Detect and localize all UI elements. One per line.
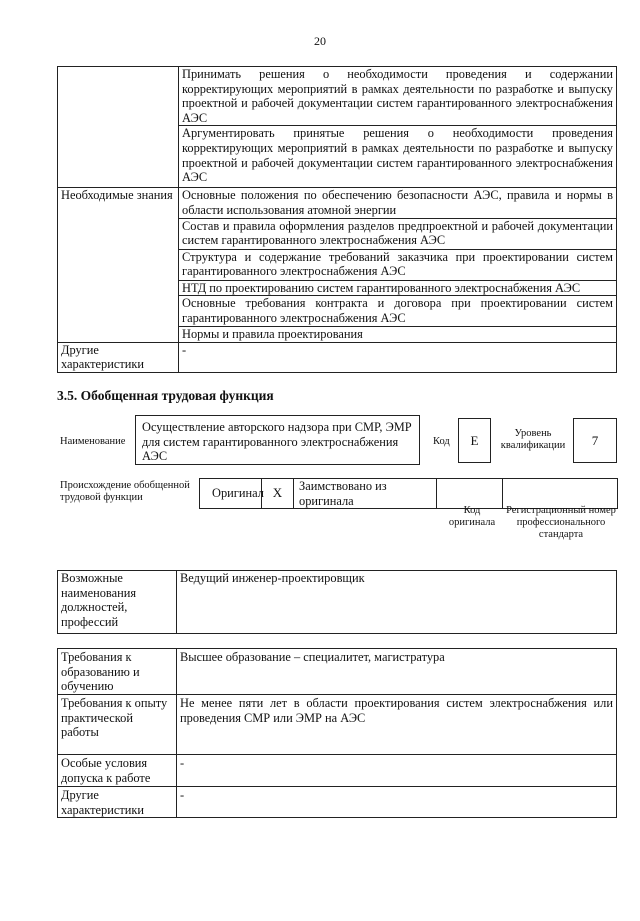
level-box: [573, 418, 617, 463]
borrowed-label: Заимствовано из оригинала: [294, 479, 437, 509]
reg-caption: Регистрационный номер профессионального стандарта: [506, 505, 616, 540]
page-number: 20: [314, 34, 326, 48]
experience-label: Требования к опыту практической работы: [58, 695, 177, 755]
knowledge-cell: Основные требования контракта и договора при проектировании систем гарантированного электроснабжения АЭС: [179, 296, 617, 327]
other-characteristics-value: -: [179, 342, 617, 372]
original-mark: X: [262, 479, 294, 509]
positions-label: Возможные наименования должностей, профессий: [58, 571, 177, 634]
positions-value: Ведущий инженер-проектировщик: [177, 571, 617, 634]
function-name-value: Осуществление авторского надзора при СМР, ЭМР для систем гарантированного электроснабжения АЭС: [142, 420, 412, 463]
skill-cell: Аргументировать принятые решения о необходимости проведения корректирующих мероприятий в рамках деятельности по разработке и выпуску проектной и рабочей документации систем гарантированного электроснабжения АЭС: [179, 126, 617, 188]
code-value: E: [470, 433, 479, 448]
experience-value: Не менее пяти лет в области проектирования систем электроснабжения или проведения СМР или ЭМР на АЭС: [177, 695, 617, 755]
code-label: Код: [433, 436, 450, 447]
original-label: Оригинал: [200, 479, 262, 509]
education-value: Высшее образование – специалитет, магистратура: [177, 649, 617, 695]
admission-label: Особые условия допуска к работе: [58, 755, 177, 787]
positions-table: [57, 570, 617, 634]
code-caption: Код оригинала: [448, 505, 496, 528]
knowledge-cell: Структура и содержание требований заказчика при проектировании систем гарантированного электроснабжения АЭС: [179, 249, 617, 280]
origin-label: Происхождение обобщенной трудовой функции: [60, 480, 190, 503]
knowledge-label: Необходимые знания: [58, 188, 179, 342]
row-label-blank: [58, 67, 179, 188]
section-title: 3.5. Обобщенная трудовая функция: [57, 388, 274, 403]
function-name-box: [135, 415, 420, 465]
level-value: 7: [591, 433, 599, 448]
name-label: Наименование: [60, 436, 126, 447]
requirements-table: [57, 648, 617, 818]
skill-cell: Принимать решения о необходимости проведения и содержании корректирующих мероприятий в рамках деятельности по разработке и выпуску проектной и рабочей документации систем гарантированного электроснабжения АЭС: [179, 67, 617, 126]
knowledge-cell: Состав и правила оформления разделов предпроектной и рабочей документации систем гарантированного электроснабжения АЭС: [179, 218, 617, 249]
skills-knowledge-table: [57, 66, 617, 373]
admission-value: -: [177, 755, 617, 787]
code-box: [458, 418, 491, 463]
knowledge-cell: Нормы и правила проектирования: [179, 327, 617, 343]
other-req-value: -: [177, 787, 617, 818]
knowledge-cell: Основные положения по обеспечению безопасности АЭС, правила и нормы в области использования атомной энергии: [179, 188, 617, 218]
education-label: Требования к образованию и обучению: [58, 649, 177, 695]
other-characteristics-label: Другие характеристики: [58, 342, 179, 372]
level-label: Уровень квалификации: [500, 428, 566, 451]
knowledge-cell: НТД по проектированию систем гарантированного электроснабжения АЭС: [179, 280, 617, 296]
other-req-label: Другие характеристики: [58, 787, 177, 818]
